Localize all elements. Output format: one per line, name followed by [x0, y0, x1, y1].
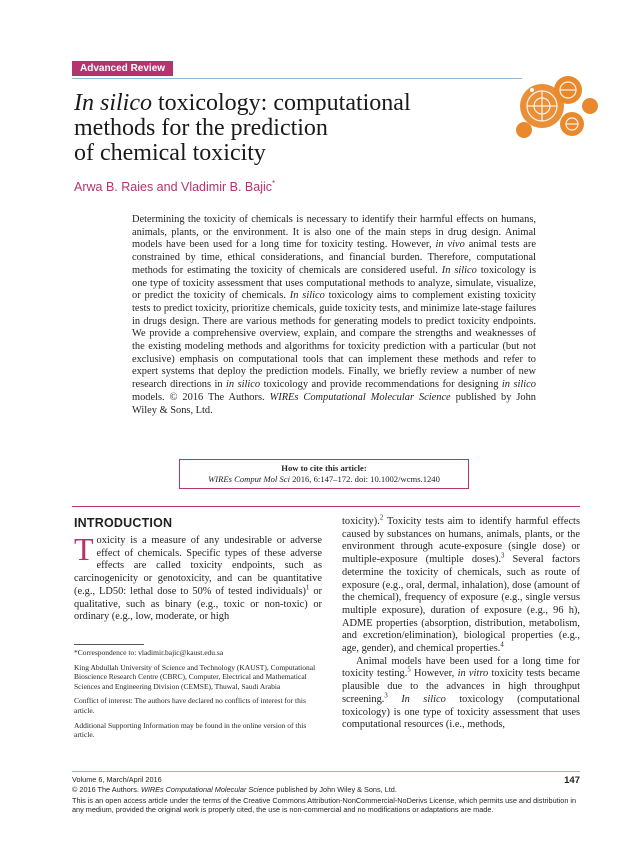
drop-cap: T: [74, 531, 94, 567]
abstract-italic-6: WIREs Computational Molecular Science: [269, 391, 451, 403]
title-line3: of chemical toxicity: [74, 140, 266, 166]
ref-2[interactable]: 2: [379, 514, 384, 522]
footer-copyright: [72, 785, 580, 794]
ref-1[interactable]: 1: [305, 584, 310, 592]
right-text-b: Toxicity tests aim to identify harmful effects caused by substances on humans, animals, plants, or the environment through acute-exposure (single dose) or multiple-exposure (multiple doses).: [342, 516, 580, 566]
citation-journal: WIREs Comput Mol Sci: [208, 474, 290, 484]
abstract-text-2: animal tests are constrained by time, ethical considerations, and financial burden. Therefore, computational methods for estimating the toxicity of chemicals are considered useful.: [132, 239, 536, 276]
header-divider: [72, 78, 522, 79]
abstract-text-4: toxicology aims to complement existing toxicity tests to predict toxicity, prioritize chemicals, guide toxicity tests, and minimize late-stage failures in drugs design. There are various methods for generating models to predict toxicity endpoints. We provide a comprehensive overview, explain, and compare the strengths and weaknesses of the existing modeling methods and algorithms for toxicity prediction with a particular (but not exclusive) emphasis on computational tools that can implement these methods and refer to expert systems that deploy the prediction models. Finally, we briefly review a number of new research directions in: [132, 290, 536, 391]
citation-heading: How to cite this article:: [281, 463, 367, 473]
intro-right-para-1: [342, 516, 580, 656]
right-text-c: Several factors determine the toxicity of chemicals, such as route of exposure (e.g., oral, dermal, inhalation), dose (amount of the chemical), frequency of exposure (e.g., single versus multiple exposure), duration of exposure (e.g., 96 h), ADME properties (absorption, distribution, metabolism, and excretion/elimination), biological properties (e.g., age, gender), and chemical properties.: [342, 554, 580, 655]
citation-line: [180, 474, 468, 485]
author-list: [74, 180, 275, 194]
copyright-text-b: published by John Wiley & Sons, Ltd.: [274, 785, 397, 794]
affiliation-note: King Abdullah University of Science and Technology (KAUST), Computational Bioscience Research Centre (CBRC), Computer, Electrical and Mathematical Sciences and Engineering Division (CEMSE), Thuwal, Saudi Arabia: [74, 662, 316, 691]
author-names: Arwa B. Raies and Vladimir B. Bajic: [74, 180, 272, 194]
correspondence-note: *Correspondence to: vladimir.bajic@kaust.edu.sa: [74, 648, 224, 657]
ref-5[interactable]: 5: [407, 666, 411, 674]
title-line1: toxicology: computational: [152, 90, 411, 116]
citation-box: [179, 459, 469, 489]
right-text-h: toxicology (computational toxicology) is one type of toxicity assessment that uses computational resources (i.e., methods,: [342, 693, 580, 731]
intro-right-para-2: [342, 656, 580, 732]
copyright-text-a: © 2016 The Authors.: [72, 785, 141, 794]
right-text-a: toxicity).: [342, 516, 380, 527]
footnote-divider: [74, 644, 144, 645]
intro-right-column: [342, 516, 580, 732]
ref-3[interactable]: 3: [501, 552, 505, 560]
right-text-d: Animal models have been used for a long time for toxicity testing.: [342, 655, 580, 680]
abstract-text-6: models. © 2016 The Authors.: [132, 391, 270, 403]
abstract-text-3: toxicology is one type of toxicity assessment that uses computational methods to analyze, simulate, visualize, or predict the toxicity of chemicals.: [132, 264, 537, 302]
intro-left-text-2: or qualitative, such as binary (e.g., toxic or non-toxic) or ordinary (e.g., low, moderate, or high: [74, 585, 322, 623]
article-title: [74, 91, 494, 166]
abstract-text-5: toxicology and provide recommendations for designing: [260, 379, 502, 391]
introduction-heading: INTRODUCTION: [74, 516, 173, 530]
conflict-note: Conflict of interest: The authors have declared no conflicts of interest for this article.: [74, 696, 306, 715]
abstract-italic-5: in silico: [501, 379, 536, 391]
right-italic-2: In silico: [401, 693, 446, 705]
title-italic: In silico: [74, 90, 152, 116]
right-text-e: However,: [410, 668, 458, 680]
article-type-badge: Advanced Review: [72, 61, 173, 76]
citation-details: 2016, 6:147–172. doi: 10.1002/wcms.1240: [289, 474, 440, 484]
footer-divider: [72, 771, 580, 772]
copyright-journal: WIREs Computational Molecular Science: [140, 785, 275, 794]
ref-6[interactable]: 3: [384, 692, 388, 700]
right-italic-1: in vitro: [457, 668, 489, 680]
right-text-f: toxicity tests became plausible due to the advances in high throughput screening.: [342, 668, 580, 705]
intro-left-text: oxicity is a measure of any undesirable or adverse effect of chemicals. Specific types of these adverse effects are called toxicity endpoints, such as carcinogenicity or genotoxicity, and can be quantitative (e.g., LD50: lethal dose to 50% of tested individuals): [74, 535, 322, 597]
abstract-italic-3: In silico: [289, 290, 325, 302]
page-number: 147: [564, 775, 580, 786]
footnotes: [74, 648, 324, 745]
ref-4[interactable]: 4: [500, 641, 504, 649]
molecule-logo-icon: [508, 68, 600, 148]
intro-left-column: [74, 531, 322, 624]
abstract-text-7: published by John Wiley & Sons, Ltd.: [132, 391, 536, 416]
abstract-text-1: Determining the toxicity of chemicals is necessary to identify their harmful effects on humans, animals, plants, or the environment. It is also one of the main steps in drug design. Animal models have been used for a long time for toxicity testing. However,: [132, 214, 536, 251]
right-text-g: [388, 694, 401, 705]
abstract-italic-2: In silico: [441, 264, 477, 276]
title-line2: methods for the prediction: [74, 115, 328, 141]
footer-license: This is an open access article under the terms of the Creative Commons Attribution-NonCommercial-NoDerivs License, which permits use and distribution in any medium, provided the original work is properly cited, the use is non-commercial and no modifications or adaptations are made.: [72, 796, 577, 815]
supporting-info-note: Additional Supporting Information may be found in the online version of this article.: [74, 720, 307, 740]
footer-volume: Volume 6, March/April 2016: [72, 775, 162, 784]
abstract: [132, 214, 536, 417]
abstract-italic-4: in silico: [226, 379, 261, 391]
correspondence-mark: *: [272, 178, 276, 188]
section-divider: [72, 506, 580, 507]
abstract-italic-1: in vivo: [435, 239, 465, 251]
